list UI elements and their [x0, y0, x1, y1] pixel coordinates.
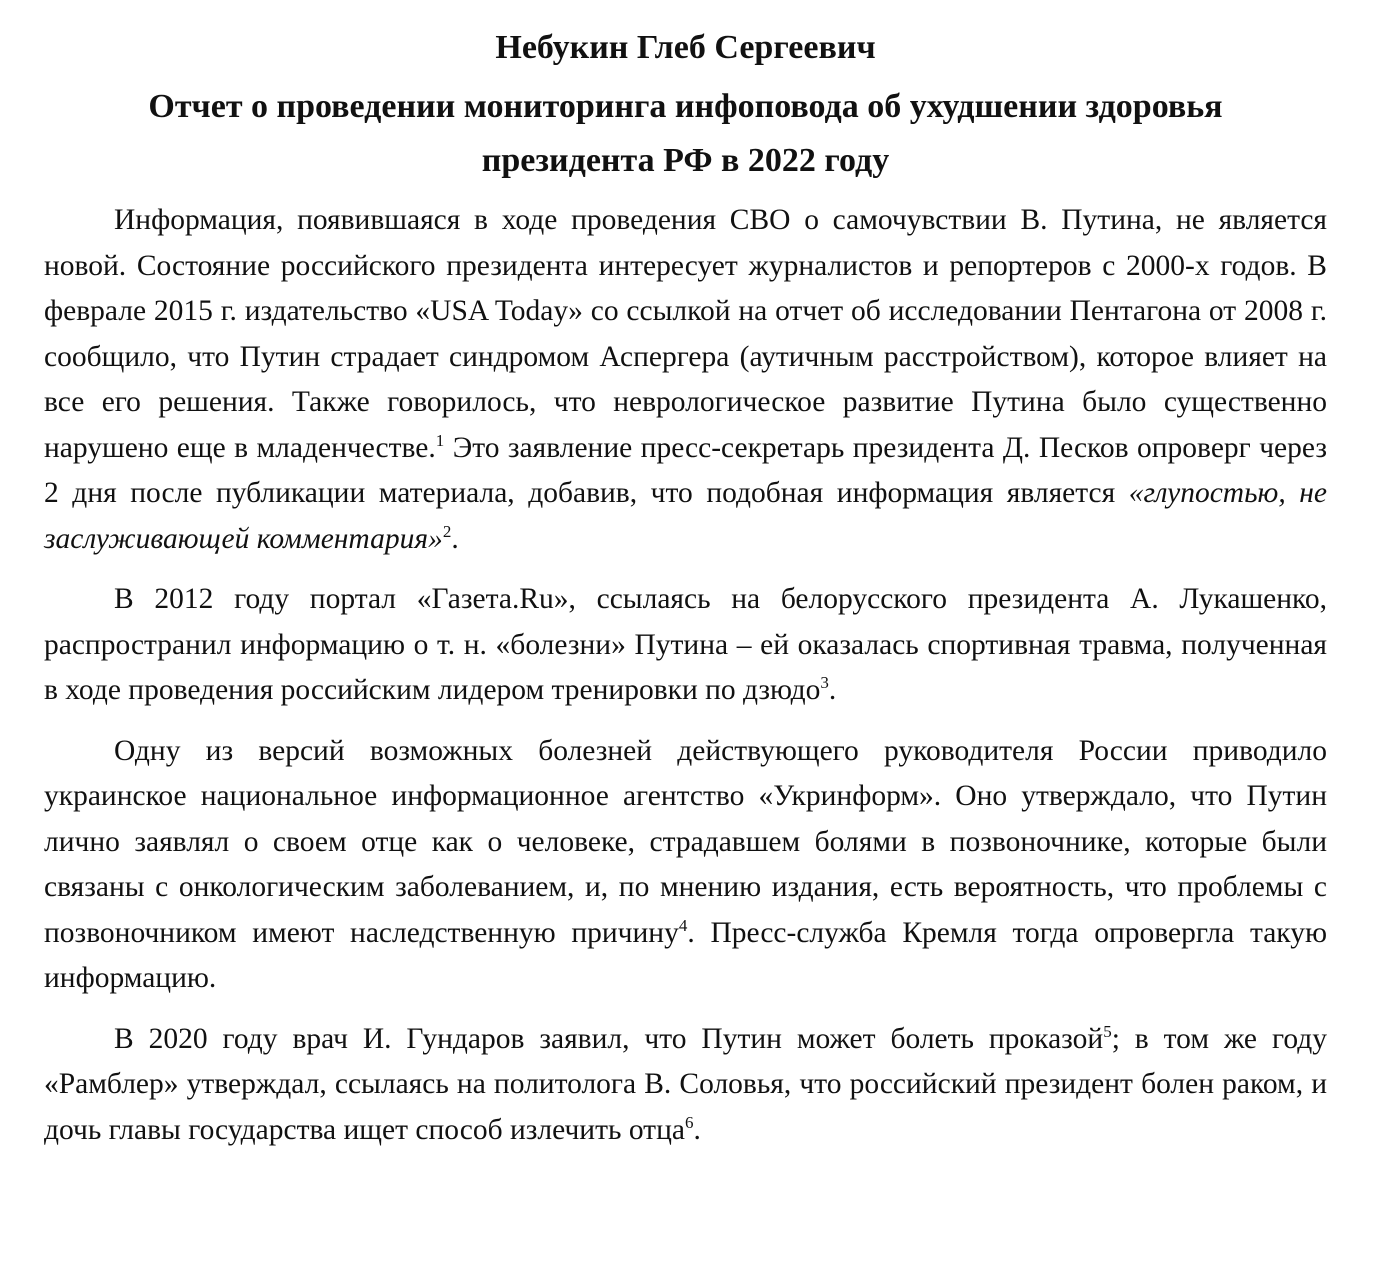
paragraph-text: Это заявление пресс-секретарь президента Д. Песков опроверг через 2 дня после публикации материала, добавив, что подобная информация является	[44, 431, 1327, 509]
footnote-ref-3: 3	[820, 673, 829, 693]
footnote-ref-5: 5	[1103, 1021, 1112, 1041]
paragraph-text: .	[828, 674, 837, 706]
paragraph-4	[44, 1017, 1327, 1154]
paragraph-text: Информация, появившаяся в ходе проведения СВО о самочувствии В. Путина, не является новой. Состояние российского президента интересует журналистов и репортеров с 2000-х годов. В феврале 2015 г. издательство «USA Today» со ссылкой на отчет об исследовании Пентагона от 2008 г. сообщило, что Путин страдает синдромом Аспергера (аутичным расстройством), которое влияет на все его решения. Также говорилось, что неврологическое развитие Путина было существенно нарушено еще в младенчестве.	[44, 204, 1327, 464]
paragraph-1	[44, 198, 1327, 562]
footnote-ref-4: 4	[678, 915, 688, 935]
author-name: Небукин Глеб Сергеевич	[495, 29, 876, 66]
footnote-ref-2: 2	[442, 521, 452, 541]
report-title	[44, 80, 1327, 188]
paragraph-text: . Пресс-служба Кремля тогда опровергла такую информацию.	[44, 916, 1327, 994]
paragraph-text: В 2012 году портал «Газета.Ru», ссылаясь на белорусского президента А. Лукашенко, распространил информацию о т. н. «болезни» Путина – ей оказалась спортивная травма, полученная в ходе проведения российским лидером тренировки по дзюдо	[44, 583, 1327, 706]
quote-text: «глупостью, не заслуживающей комментария»	[44, 477, 1327, 555]
paragraph-text: .	[451, 522, 459, 555]
paragraph-text: В 2020 году врач И. Гундаров заявил, что Путин может болеть проказой	[114, 1022, 1104, 1055]
paragraph-text: ; в том же году «Рамблер» утверждал, ссылаясь на политолога В. Соловья, что российский президент болен раком, и дочь главы государства ищет способ излечить отца	[44, 1022, 1327, 1146]
footnote-ref-1: 1	[435, 430, 445, 450]
report-title-line-1: Отчет о проведении мониторинга инфоповода об ухудшении здоровья	[148, 88, 1223, 125]
footnote-ref-6: 6	[684, 1112, 694, 1132]
paragraph-2	[44, 577, 1327, 714]
paragraph-3	[44, 729, 1327, 1002]
report-title-line-2: президента РФ в 2022 году	[481, 142, 890, 179]
paragraph-text: Одну из версий возможных болезней действующего руководителя России приводило украинское национальное информационное агентство «Укринформ». Оно утверждало, что Путин лично заявлял о своем отце как о человеке, страдавшем болями в позвоночнике, которые были связаны с онкологическим заболеванием, и, по мнению издания, есть вероятность, что проблемы с позвоночником имеют наследственную причину	[44, 734, 1327, 949]
paragraph-text: .	[693, 1113, 701, 1146]
